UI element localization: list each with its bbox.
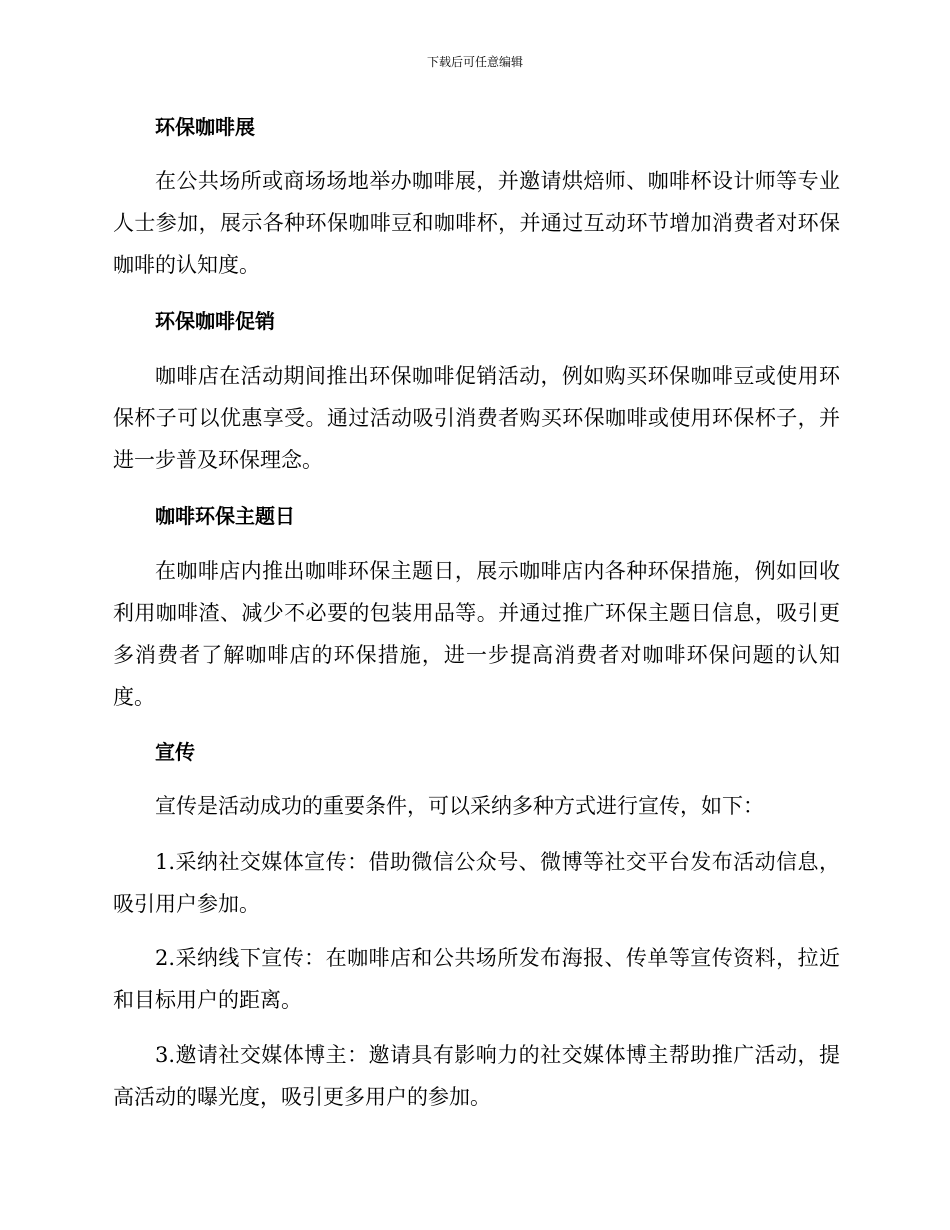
section-heading-eco-coffee-promotion: 环保咖啡促销	[155, 309, 275, 333]
paragraph-coffee-eco-theme-day: 在咖啡店内推出咖啡环保主题日，展示咖啡店内各种环保措施，例如回收利用咖啡渣、减少不必要的包装用品等。并通过推广环保主题日信息，吸引更多消费者了解咖啡店的环保措施，进一步提高消费者对咖啡环保问题的认知度。	[113, 559, 840, 709]
paragraph-publicity-intro: 宣传是活动成功的重要条件，可以采纳多种方式进行宣传，如下：	[155, 794, 764, 818]
paragraph-publicity-item-2: 2.采纳线下宣传：在咖啡店和公共场所发布海报、传单等宣传资料，拉近和目标用户的距离。	[113, 946, 840, 1012]
paragraph-publicity-item-3: 3.邀请社交媒体博主：邀请具有影响力的社交媒体博主帮助推广活动，提高活动的曝光度，吸引更多用户的参加。	[113, 1043, 840, 1109]
section-heading-coffee-eco-theme-day: 咖啡环保主题日	[155, 504, 295, 528]
page-header: 下载后可任意编辑	[426, 55, 523, 69]
section-heading-publicity: 宣传	[155, 740, 195, 764]
paragraph-publicity-item-1: 1.采纳社交媒体宣传：借助微信公众号、微博等社交平台发布活动信息，吸引用户参加。	[113, 850, 840, 916]
paragraph-eco-coffee-expo: 在公共场所或商场场地举办咖啡展，并邀请烘焙师、咖啡杯设计师等专业人士参加，展示各种环保咖啡豆和咖啡杯，并通过互动环节增加消费者对环保咖啡的认知度。	[113, 169, 840, 277]
section-heading-eco-coffee-expo: 环保咖啡展	[155, 115, 255, 139]
paragraph-eco-coffee-promotion: 咖啡店在活动期间推出环保咖啡促销活动，例如购买环保咖啡豆或使用环保杯子可以优惠享受。通过活动吸引消费者购买环保咖啡或使用环保杯子，并进一步普及环保理念。	[113, 364, 840, 472]
